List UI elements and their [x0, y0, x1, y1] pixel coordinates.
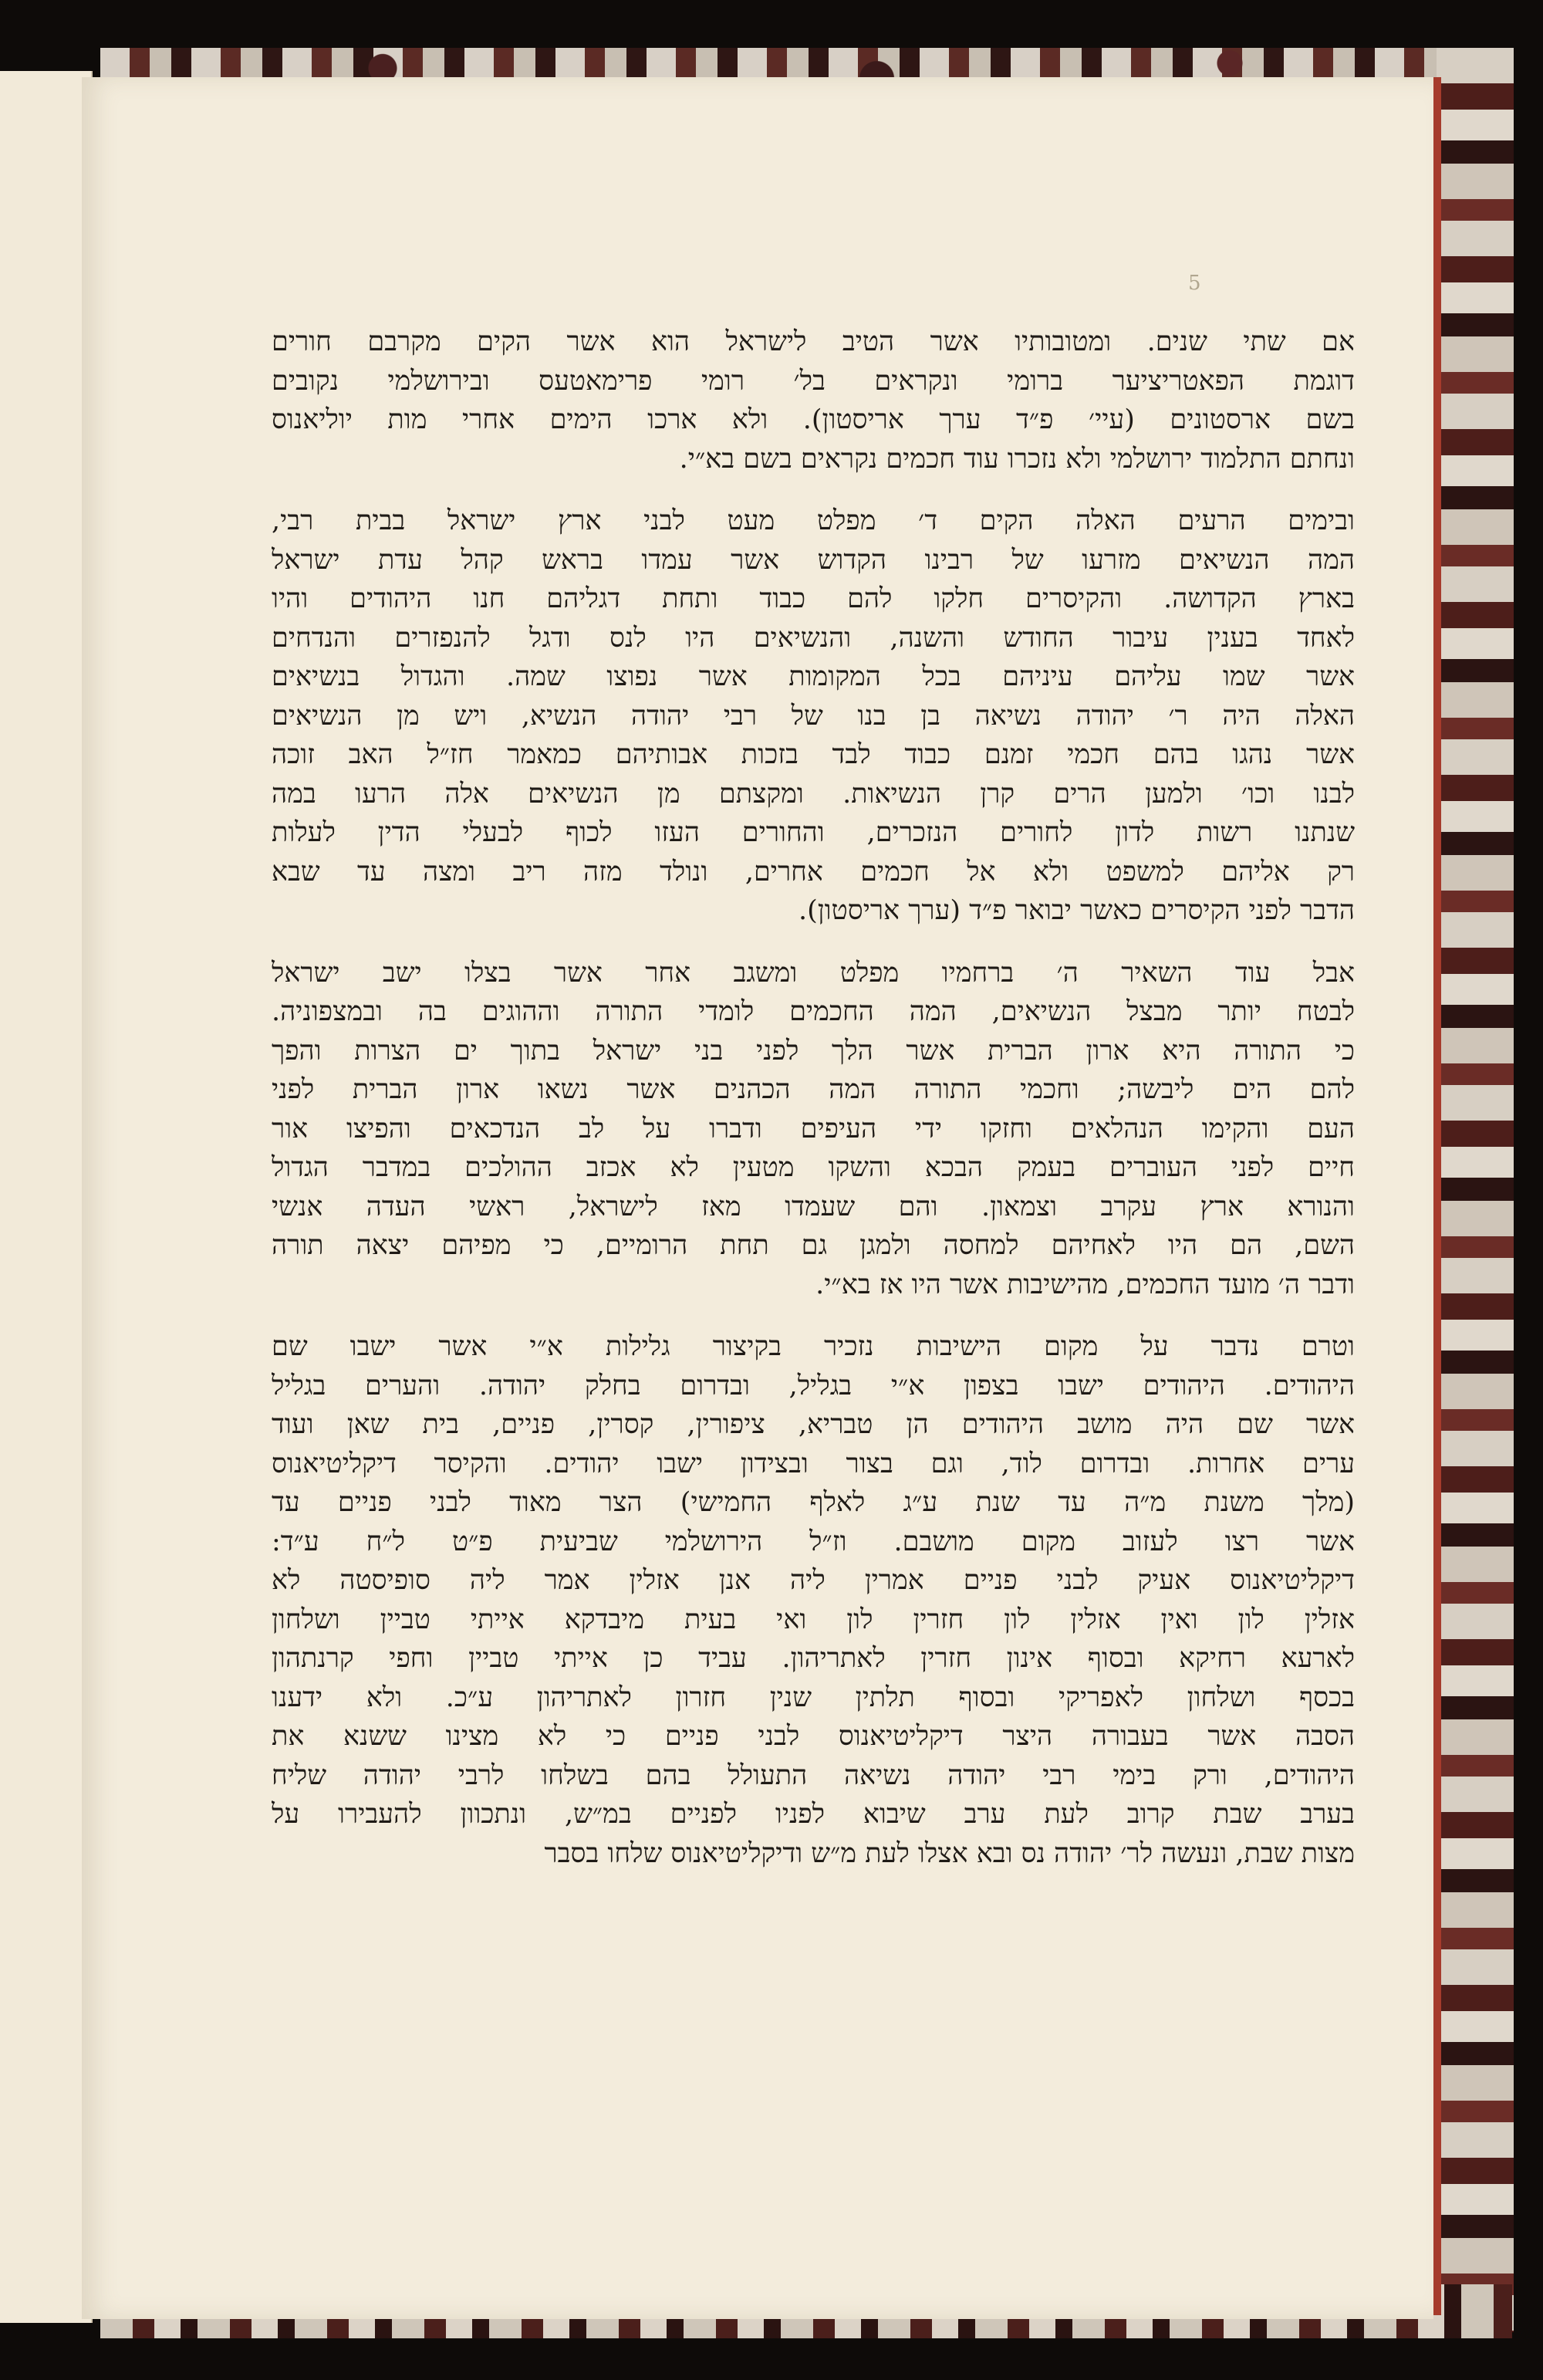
text-line: וטרם נדבר על מקום הישיבות נזכיר בקיצור גלילות א״י אשר ישבו שם — [272, 1331, 1355, 1362]
text-line: אזלין לון ואין אזלין לון חזרין לון ואי בעית מיבדקא אייתי טביין ושלחון — [272, 1604, 1355, 1635]
text-line: אשר נהגו בהם חכמי זמנם כבוד לבד בזכות אבותיהם כמאמר חז״ל האב זוכה — [272, 739, 1355, 770]
text-line: ודבר ה׳ מועד החכמים, מהישיבות אשר היו אז בא״י. — [815, 1269, 1355, 1300]
text-line: דיקליטיאנוס אעיק לבני פניים אמרין ליה אנן אזלין אמר ליה סופיסטה לא — [272, 1565, 1355, 1596]
text-line: ובימים הרעים האלה הקים ד׳ מפלט מעט לבני ארץ ישראל בבית רבי, — [272, 505, 1355, 536]
text-line: אשר רצו לעזוב מקום מושבם. וז״ל הירושלמי שביעית פ״ט ל״ח ע״ד: — [272, 1526, 1355, 1557]
text-line: האלה היה ר׳ יהודה נשיאה בן בנו של רבי יהודה הנשיא, ויש מן הנשיאים — [272, 700, 1355, 732]
text-line: אשר שם היה מושב היהודים הן טבריא, ציפורין, קסרין, פניים, בית שאן ועוד — [272, 1409, 1355, 1440]
text-line: לאחד בענין עיבור החודש והשנה, והנשיאים היו לנס ודגל להנפזרים והנדחים — [272, 622, 1355, 654]
text-line: כי התורה היא ארון הברית אשר הלך לפני בני ישראל בתוך ים הצרות והפך — [272, 1035, 1355, 1067]
left-page-edge — [0, 71, 93, 2323]
text-line: ונחתם התלמוד ירושלמי ולא נזכרו עוד חכמים נקראים בשם בא״י. — [679, 443, 1355, 475]
text-line: בארץ הקדושה. והקיסרים חלקו להם כבוד ותחת דגליהם חנו היהודים והיו — [272, 583, 1355, 614]
text-line: בשם ארסטונים (עיי׳ פ״ד ערך אריסטון). ולא ארכו הימים אחרי מות יוליאנוס — [272, 404, 1355, 435]
text-line: ערים אחרות. ובדרום לוד, וגם בצור ובצידון ישבו יהודים. והקיסר דיקליטיאנוס — [272, 1448, 1355, 1479]
marbled-cover-right — [1437, 48, 1514, 2332]
text-line: בערב שבת קרוב לעת ערב שיבוא לפניו לפניים במ״ש, ונתכוון להעבירו על — [272, 1799, 1355, 1830]
text-line: המה הנשיאים מזרעו של רבינו הקדוש אשר עמדו בראש קהל עדת ישראל — [272, 544, 1355, 576]
text-line: הסבה אשר בעבורה היצר דיקליטיאנוס לבני פניים כי לא מצינו ששנא את — [272, 1721, 1355, 1752]
text-line: הדבר לפני הקיסרים כאשר יבואר פ״ד (ערך אריסטון). — [798, 895, 1355, 926]
text-line: אם שתי שנים. ומטובותיו אשר הטיב לישראל הוא אשר הקים מקרבם חורים — [272, 326, 1355, 357]
page-mark: 5 — [1188, 272, 1201, 295]
text-line: לארעא רחיקא ובסוף אינון חזרין לאתריהון. עביד כן אייתי טביין וחפי קרנתהון — [272, 1643, 1355, 1674]
text-line: רק אליהם למשפט ולא אל חכמים אחרים, ונולד מזה ריב ומצה עד שבא — [272, 856, 1355, 887]
text-line: להם הים ליבשה; וחכמי התורה המה הכהנים אשר נשאו ארון הברית לפני — [272, 1074, 1355, 1105]
text-line: שנתנו רשות לדון לחורים הנזכרים, והחורים העזו לכוף לבעלי הדין לעלות — [272, 817, 1355, 848]
text-line: חיים לפני העוברים בעמק הבכא והשקו מטעין לא אכזב ההולכים במדבר הגדול — [272, 1152, 1355, 1183]
paragraph — [272, 1327, 1355, 1873]
text-line: השם, הם היו לאחיהם למחסה ולמגן גם תחת הרומיים, כי מפיהם יצאה תורה — [272, 1230, 1355, 1261]
text-line: בכסף ושלחון לאפריקי ובסוף תלתין שנין חזרון לאתריהון ע״כ. ולא ידענו — [272, 1682, 1355, 1713]
paragraph — [272, 502, 1355, 931]
text-line: העם והקימו הנהלאים וחזקו ידי העיפים ודברו על לב הנדכאים והפיצו אור — [272, 1113, 1355, 1144]
text-line: (מלך משנת מ״ה עד שנת ע״ג לאלף החמישי) הצר מאוד לבני פניים עד — [272, 1487, 1355, 1518]
text-line: דוגמת הפאטריציער ברומי ונקראים בל׳ רומי פרימאטעס ובירושלמי נקובים — [272, 365, 1355, 397]
body-text — [272, 323, 1355, 1896]
paragraph — [272, 954, 1355, 1305]
text-line: והנורא ארץ עקרב וצמאון. והם שעמדו מאז לישראל, ראשי העדה אנשי — [272, 1191, 1355, 1222]
text-line: היהודים, ורק בימי רבי יהודה נשיאה התעולל בהם בשלחו לרבי יהודה שליח — [272, 1760, 1355, 1791]
text-line: היהודים. היהודים ישבו בצפון א״י בגליל, ובדרום בחלק יהודה. והערים בגליל — [272, 1370, 1355, 1401]
text-line: לבנו וכו׳ ולמען הרים קרן הנשיאות. ומקצתם מן הנשיאים אלה הרעו במה — [272, 778, 1355, 810]
text-line: אשר שמו עליהם עיניהם בכל המקומות אשר נפוצו שמה. והגדול בנשיאים — [272, 661, 1355, 692]
paragraph — [272, 323, 1355, 478]
text-line: אבל עוד השאיר ה׳ ברחמיו מפלט ומשגב אחר אשר בצלו ישב ישראל — [272, 957, 1355, 989]
text-line: מצות שבת, ונעשה לר׳ יהודה נס ובא אצלו לעת מ״ש ודיקליטיאנוס שלחו בסבר — [544, 1837, 1355, 1869]
text-line: לבטח יותר מבצל הנשיאים, המה החכמים לומדי התורה וההוגים בה ובמצפוניה. — [272, 996, 1355, 1027]
